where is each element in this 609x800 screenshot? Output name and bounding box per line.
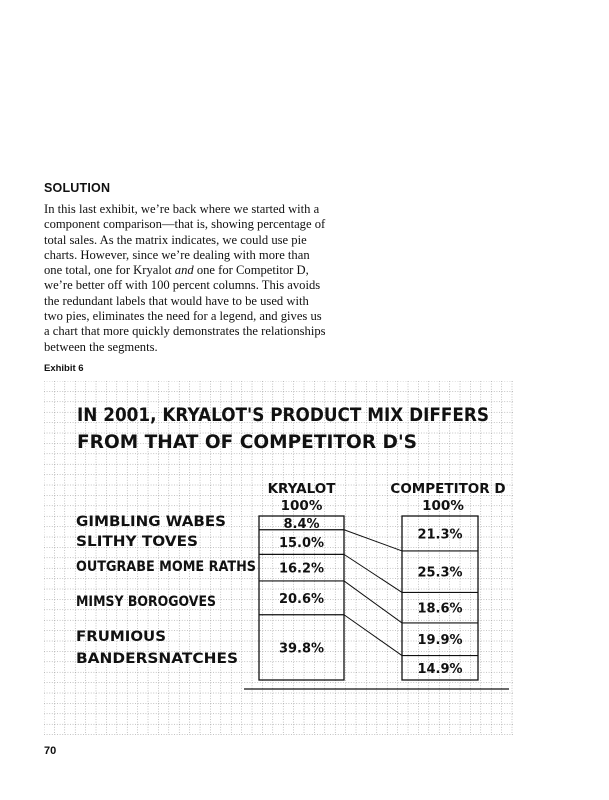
segment-value-label: 25.3% xyxy=(417,565,463,581)
segment-category-label: FRUMIOUS xyxy=(76,629,166,645)
segment-value-label: 8.4% xyxy=(283,516,320,532)
exhibit-chart xyxy=(44,381,514,740)
column-total-competitor-d: 100% xyxy=(422,498,464,514)
column-header-competitor-d: COMPETITOR D xyxy=(390,481,506,497)
page-number: 70 xyxy=(44,745,57,757)
body-line: a chart that more quickly demonstrates the relationships xyxy=(44,324,326,339)
chart-svg xyxy=(44,381,514,735)
body-line: two pies, eliminates the need for a legend, and gives us xyxy=(44,309,322,324)
chart-title-line-1: IN 2001, KRYALOT'S PRODUCT MIX DIFFERS xyxy=(77,404,489,426)
segment-category-label: BANDERSNATCHES xyxy=(76,651,238,667)
segment-category-label: MIMSY BOROGOVES xyxy=(76,594,216,610)
segment-value-label: 20.6% xyxy=(278,591,325,607)
body-line: component comparison—that is, showing percentage of xyxy=(44,217,326,232)
segment-connector-line xyxy=(344,530,402,551)
body-line: we’re better off with 100 percent columns. This avoids xyxy=(44,278,321,293)
segment-value-label: 18.6% xyxy=(417,601,463,617)
segment-value-label: 16.2% xyxy=(278,561,325,577)
body-line: charts. However, since we’re dealing with more than xyxy=(44,247,310,262)
segment-category-label: OUTGRABE MOME RATHS xyxy=(76,559,256,575)
body-line: In this last exhibit, we’re back where we started with a xyxy=(44,202,320,216)
segment-value-label: 19.9% xyxy=(417,633,463,649)
body-line: the redundant labels that would have to be used with xyxy=(44,293,309,308)
chart-title-line-2: FROM THAT OF COMPETITOR D'S xyxy=(77,431,417,453)
segment-value-label: 39.8% xyxy=(278,641,325,657)
body-emphasis: and xyxy=(174,263,194,278)
body-line xyxy=(44,263,389,278)
segment-category-label: GIMBLING WABES xyxy=(76,514,226,530)
column-header-kryalot: KRYALOT xyxy=(267,481,336,497)
segment-value-label: 21.3% xyxy=(417,527,463,543)
body-line-segment: one total, one for Kryalot xyxy=(44,263,175,278)
body-line: between the segments. xyxy=(44,339,158,354)
body-line: total sales. As the matrix indicates, we could use pie xyxy=(44,232,307,247)
segment-category-label: SLITHY TOVES xyxy=(76,534,198,550)
solution-paragraph xyxy=(44,202,389,355)
segment-connector-line xyxy=(344,615,402,656)
segment-value-label: 14.9% xyxy=(417,661,463,677)
solution-heading: SOLUTION xyxy=(44,181,111,195)
solution-body xyxy=(44,202,389,355)
body-line-segment: one for Competitor D, xyxy=(193,263,309,278)
exhibit-label: Exhibit 6 xyxy=(44,363,84,374)
segment-value-label: 15.0% xyxy=(278,536,325,552)
column-total-kryalot: 100% xyxy=(280,498,323,514)
